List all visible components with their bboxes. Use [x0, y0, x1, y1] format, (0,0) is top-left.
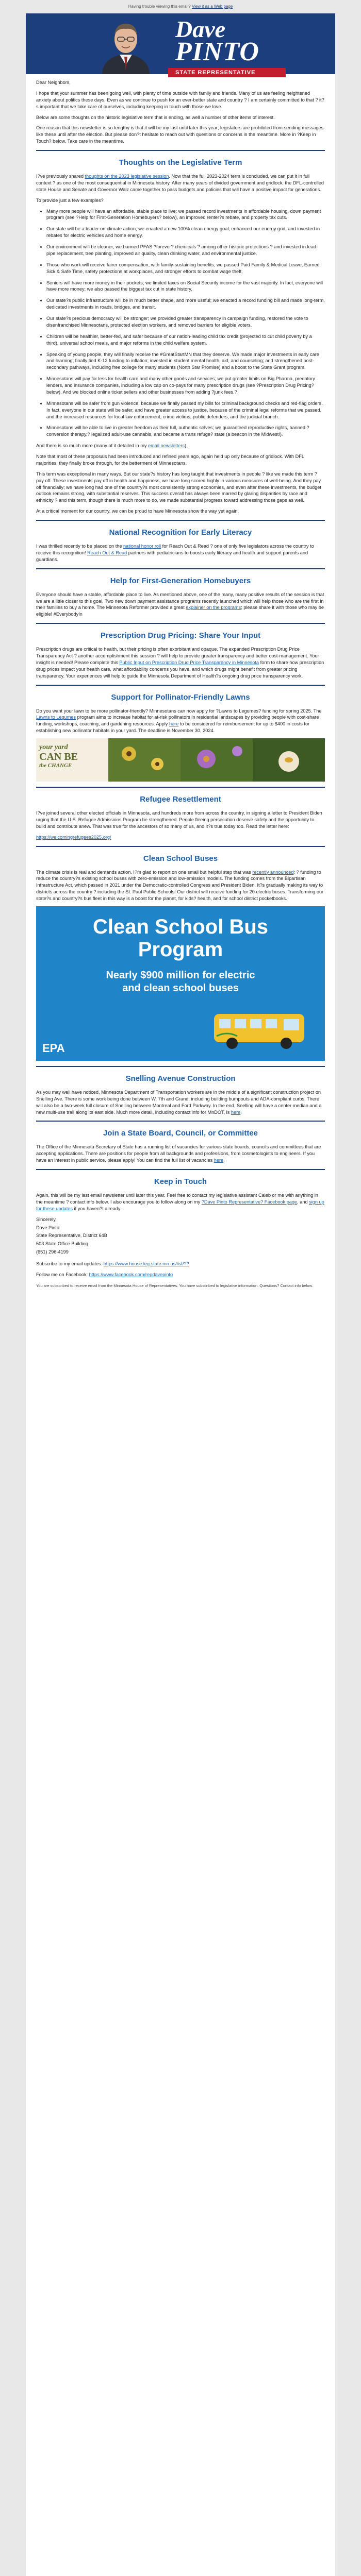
- last-name: PINTO: [175, 37, 259, 66]
- section-divider: [36, 787, 325, 788]
- refugee-paragraph: I?ve joined several other elected officials in Minnesota, and hundreds more from across the country, in signing a letter to President Biden urging that the U.S. Refugee Admissions Program be strengthened. People fleeing persecution deserve safety and the opportunity to build and contribute anew. That was true for the ancestors of so many of us, and it?s true today too. Read the letter here:: [36, 810, 322, 829]
- signature-name: Dave Pinto: [36, 1225, 59, 1230]
- recently-announced-link[interactable]: recently announced: [252, 869, 294, 875]
- legislative-paragraph-1: I?ve previously shared thoughts on the 2023 legislative session. Now that the full 2023-2024 term is concluded, we can put it in full context ? as one of the most consequential in Minnesota history. After many years of divided government and gridlock, the DFL-controlled state House and Senate and Governor Walz came together to pass budgets and policies that will have a positive impact for generations.: [36, 174, 324, 192]
- section-heading-refugee: Refugee Resettlement: [140, 795, 221, 804]
- vacancies-link[interactable]: here: [214, 1158, 224, 1163]
- clean-buses-paragraph: The climate crisis is real and demands action. I?m glad to report on one small but helpful step that was recently announced: ? funding to reduce the country?s existing school buses with zero-emission and low-emission models. The funding comes from the Bipartisan Infrastructure Act, which passed in 2021 under the Democratic-controlled Congress and President Biden. It?s gradually making its way to districts across the country ? including the St. Paul Public Schools! Our district will receive funding for 20 electric buses. Transforming our state?s and country?s bus fleet in this way is a boost for the planet, for kids? health, and for school district pocketbooks.: [36, 869, 324, 901]
- list-item: • Our state will be a leader on climate action; we enacted a new 100% clean energy goal, enhanced our energy grid, and invested in rebates for electric vehicles and home energy.: [46, 226, 325, 239]
- section-divider: [36, 1169, 325, 1170]
- email-body: [26, 13, 335, 2576]
- facebook-line: Follow me on Facebook: https://www.facebook.com/repdavepinto: [36, 1272, 173, 1277]
- bus-graphic-title: Clean School Bus Program: [92, 915, 269, 961]
- subscription-notice: You are subscribed to receive email from the Minnesota House of Representatives. You have subscribed to legislative information. Questions? Contact info below.: [36, 1283, 313, 1288]
- section-heading-homebuyers: Help for First-Generation Homebuyers: [110, 576, 251, 585]
- section-heading-drug-pricing: Prescription Drug Pricing: Share Your Input: [100, 631, 261, 640]
- session-thoughts-link[interactable]: thoughts on the 2023 legislative session: [85, 174, 169, 179]
- view-in-browser-bar: [0, 0, 361, 13]
- section-heading-clean-buses: Clean School Buses: [143, 854, 218, 863]
- programs-explainer-link[interactable]: explainer on the programs: [186, 605, 241, 611]
- drug-input-form-link[interactable]: Public Input on Prescription Drug Price Transparency in Minnesota: [119, 659, 259, 665]
- headshot-photo: [97, 18, 155, 74]
- legislative-paragraph-3: And there is so much more (many of it detailed in my email newsletters).: [36, 443, 188, 449]
- newsletter-content: [26, 79, 335, 1278]
- section-divider: [36, 846, 325, 847]
- clean-school-bus-graphic: [36, 906, 325, 1061]
- refugee-letter-link[interactable]: https://welcomingrefugees2025.org/: [36, 834, 111, 840]
- section-heading-state-board: Join a State Board, Council, or Committee: [103, 1129, 258, 1138]
- intro-paragraph-3: One reason that this newsletter is so lengthy is that it will be my last until later this year; legislators are prohibited from sending messages like these until after the election. But please don?t hesitate to reach out with questions or concerns in the meantime. More in ?Keep in Touch? below. Take care in the meantime.: [36, 125, 324, 144]
- apply-here-link[interactable]: here: [169, 721, 179, 727]
- section-heading-keep-in-touch: Keep in Touch: [154, 1177, 207, 1186]
- signature-block: [36, 1216, 325, 1256]
- email-newsletters-link[interactable]: email newsletters: [148, 443, 185, 449]
- facebook-page-link[interactable]: ?Dave Pinto Representative? Facebook page: [201, 1199, 298, 1205]
- signature-address: 503 State Office Building: [36, 1241, 88, 1247]
- snelling-paragraph: As you may well have noticed, Minnesota Department of Transportation workers are in the middle of a significant construction project on Snelling Ave. There is some work being done between W. 7th and Grand, including building bumpouts and ADA-compliant curbs. There will also be a two-week full closure of Snelling between Montreal and Ford Parkway. In the end, Snelling will have a center median and a new multi-use trail along its east side. Much more detail, including contact info for MnDOT, is here.: [36, 1089, 322, 1115]
- pollinator-slogan-line-2: CAN BE: [39, 751, 78, 763]
- lawns-to-legumes-link[interactable]: Lawns to Legumes: [36, 715, 76, 720]
- title-ribbon: STATE REPRESENTATIVE: [168, 68, 286, 77]
- flower-photo-2: [180, 738, 253, 782]
- closing: Sincerely,: [36, 1216, 57, 1222]
- section-divider: [36, 568, 325, 569]
- pollinator-paragraph: Do you want your lawn to be more pollinator-friendly? Minnesotans can now apply for ?Lawns to Legumes? funding for spring 2025. The Lawns to Legumes program aims to increase habitat for at-risk pollinators in residential landscapes by providing people with cost-share funding, workshops, coaching, and gardening resources. Apply here to be considered for reimbursement for up to $400 in costs for establishing new pollinator habitats in your yard. The deadline is November 30, 2024.: [36, 708, 322, 734]
- list-item: • Minnesotans will pay for less for health care and many other goods and services; we put greater limits on Big Pharma, predatory lenders, and insurance companies, including a low cap on co-pays for many prescription drugs (see ?Prescription Drug Pricing? below). And we blocked online ticket sellers and other businesses from adding ?junk fees.?: [46, 376, 325, 396]
- section-divider: [36, 623, 325, 624]
- section-heading-pollinator: Support for Pollinator-Friendly Lawns: [111, 692, 250, 702]
- section-heading-snelling: Snelling Avenue Construction: [125, 1074, 236, 1083]
- honor-roll-link[interactable]: national honor roll: [123, 544, 161, 549]
- header-title: [175, 16, 259, 76]
- subscribe-link[interactable]: https://www.house.leg.state.mn.us/list/??: [103, 1261, 189, 1266]
- newsletter-header: [26, 13, 335, 74]
- section-divider: [36, 685, 325, 686]
- list-item: • Our environment will be cleaner; we banned PFAS ?forever? chemicals ? among other historic protections ? and invested in lead-pipe replacement, tree planting, improved air quality, clean drinking water, and environmental justice.: [46, 244, 325, 257]
- legislative-paragraph-5: This term was exceptional in many ways. But our state?s history has long taught that investments in people ? like we made this term ? pay off. These investments pay off in health and happiness; we have long scored highly in various measures of well-being. And they pay off financially; we have long had one of the country?s most consistently strong economies, and even after these investments, the budget outlook remains strong, with substantial reserves. This success overall has always been marred by glaring disparities by race and ethnicity ? and this term, though there is much more to do, we made substantial progress toward addressing those gaps as well.: [36, 471, 321, 503]
- early-literacy-paragraph: I was thrilled recently to be placed on the national honor roll for Reach Out & Read ? one of only five legislators across the country to receive this recognition! Reach Out & Read partners with pediatricians to boosts early literacy and health and support parents and guardians.: [36, 544, 314, 562]
- intro-paragraph-1: I hope that your summer has been going well, with plenty of time outside with family and friends. Many of us are feeling heightened anxiety about politics these days. Even as we continue to push for an ever-better state and country ? I am certainly committed to that ? it?s important that we take care of ourselves, including keeping in touch with those we love.: [36, 90, 324, 109]
- list-item: • Minnesotans will be able to live in greater freedom as their full, authentic selves; we guaranteed reproductive rights, banned ?conversion therapy,? legalized adult-use cannabis, and became a trans refuge? state (a beacon in the Midwest!).: [46, 425, 325, 438]
- facebook-link[interactable]: https://www.facebook.com/repdavepinto: [89, 1272, 173, 1277]
- greeting: Dear Neighbors,: [36, 80, 71, 85]
- section-divider: [36, 520, 325, 521]
- homebuyers-paragraph: Everyone should have a stable, affordable place to live. As mentioned above, one of the many, many positive results of the session is that we are a little closer to this goal. Two new down payment assistance programs recently launched which will help those who are the first in their families to buy a home. The Minnesota Reformer provided a great explainer on the programs; please share it with those who may be eligible! #EverybodyIn: [36, 591, 324, 617]
- first-name: Dave: [175, 16, 226, 42]
- list-item: • Many more people will have an affordable, stable place to live; we passed record investments in affordable housing, down payment program (see ?Help for First-Generation Homebuyers? below), an improved renter?s rebate, and property tax cuts.: [46, 208, 325, 222]
- legislative-paragraph-4: Note that most of these proposals had been introduced and refined years ago, again held up only because of gridlock. With DFL majorities, they finally broke through, for the betterment of Minnesotans.: [36, 454, 304, 466]
- signup-updates-link[interactable]: sign up for these updates: [36, 1199, 324, 1211]
- bee-photo: [253, 738, 325, 782]
- school-bus-icon: [211, 1006, 309, 1053]
- bus-graphic-subtitle: Nearly $900 million for electric and clean school buses: [106, 969, 255, 994]
- signature-title: State Representative, District 64B: [36, 1233, 107, 1239]
- list-item: • Those who work will receive fairer compensation, with family-sustaining benefits; we passed Paid Family & Medical Leave, Earned Sick & Safe Time, safety protections at workplaces, and stronger efforts to combat wage theft.: [46, 262, 325, 275]
- accomplishments-list: [36, 208, 325, 438]
- keep-in-touch-paragraph: Again, this will be my last email newsletter until later this year. Feel free to contact my legislative assistant Caleb or me with anything in the meantime ? contact info below. I also encourage you to follow along on my ?Dave Pinto Representative? Facebook page, and sign up for these updates if you haven?t already.: [36, 1193, 324, 1211]
- pollinator-image: [36, 738, 325, 782]
- reach-out-read-link[interactable]: Reach Out & Read: [87, 550, 127, 555]
- subscribe-line: Subscribe to my email updates: https://www.house.leg.state.mn.us/list/??: [36, 1261, 189, 1266]
- pollinator-slogan-line-1: your yard: [39, 743, 68, 751]
- section-divider: [36, 150, 325, 151]
- list-item: • Seniors will have more money in their pockets; we limited taxes on Social Security income for the vast majority. In fact, everyone will have more money; we also passed the biggest tax cut in state history.: [46, 280, 325, 293]
- snelling-info-link[interactable]: here: [231, 1109, 241, 1115]
- section-divider: [36, 1066, 325, 1067]
- list-item: • Minnesotans will be safer from gun violence; because we finally passed my bills for criminal background checks and red-flag orders. In fact, everyone in our state will be safer, and have greater access to justice, because of the criminal legal reforms that we passed, and the increased resources for local law enforcement, crime victims, public defenders, and the judicial branch.: [46, 400, 325, 420]
- view-web-page-link[interactable]: View it as a Web page: [191, 4, 233, 9]
- legislative-paragraph-2: To provide just a few examples?: [36, 197, 104, 203]
- flower-photo-1: [108, 738, 180, 782]
- section-heading-legislative-term: Thoughts on the Legislative Term: [119, 158, 242, 167]
- state-board-paragraph: The Office of the Minnesota Secretary of State has a running list of vacancies for various state boards, councils and committees that are accepting applications. There are positions for people from all backgrounds and professions, from cosmetologists to engineers. If you have an interest in public service, please apply! You can find the full list of vacancies here.: [36, 1144, 321, 1163]
- intro-paragraph-2: Below are some thoughts on the historic legislative term that is ending, as well a number of other items of interest.: [36, 114, 275, 120]
- list-item: • Our state?s precious democracy will be stronger; we provided greater transparency in campaign funding, restored the vote to disenfranchised Minnesotans, protected election workers, and removed barriers for eligible voters.: [46, 315, 325, 329]
- list-item: • Children will be healthier, better-fed, and safer because of our nation-leading child tax credit (projected to cut child poverty by a third), universal school meals, and major reforms in the child welfare system.: [46, 333, 325, 347]
- list-item: • Our state?s public infrastructure will be in much better shape, and more useful; we enacted a record funding bill and made long-term, dedicated investments in roads, bridges, and transit.: [46, 297, 325, 311]
- legislative-paragraph-6: At a critical moment for our country, we can be proud to have Minnesota show the way yet again.: [36, 509, 239, 514]
- list-item: • Speaking of young people, they will finally receive the #GreatStartMN that they deserve. We made major investments in early care and learning; finally tied K-12 funding to inflation; invested in student mental health, aid, and counseling; and strengthened post-secondary pathways, including free college for many students (North Star Promise) and a boost to the State Grant program.: [46, 351, 325, 371]
- epa-logo: EPA: [42, 1042, 65, 1055]
- section-heading-early-literacy: National Recognition for Early Literacy: [109, 528, 252, 537]
- signature-phone: (651) 296-4199: [36, 1249, 69, 1255]
- drug-pricing-paragraph: Prescription drugs are critical to health, but their pricing is often exorbitant and opaque. The expanded Prescription Drug Price Transparency Act ? another accomplishment this session ? will help to provide greater transparency and better cost-management. Your insight is needed! Please complete this Public Input on Prescription Drug Price Transparency in Minnesota form to share how prescription drug prices impact your health care, what affordability concerns you have, and which drugs might benefit from greater pricing transparency. Your experiences will help to guide the Minnesota Department of Health?s ongoing drug price transparency work.: [36, 647, 324, 679]
- pollinator-slogan-line-3: the CHANGE: [39, 762, 72, 769]
- section-divider: [36, 1121, 325, 1122]
- topbar-text: Having trouble viewing this email?: [128, 4, 191, 9]
